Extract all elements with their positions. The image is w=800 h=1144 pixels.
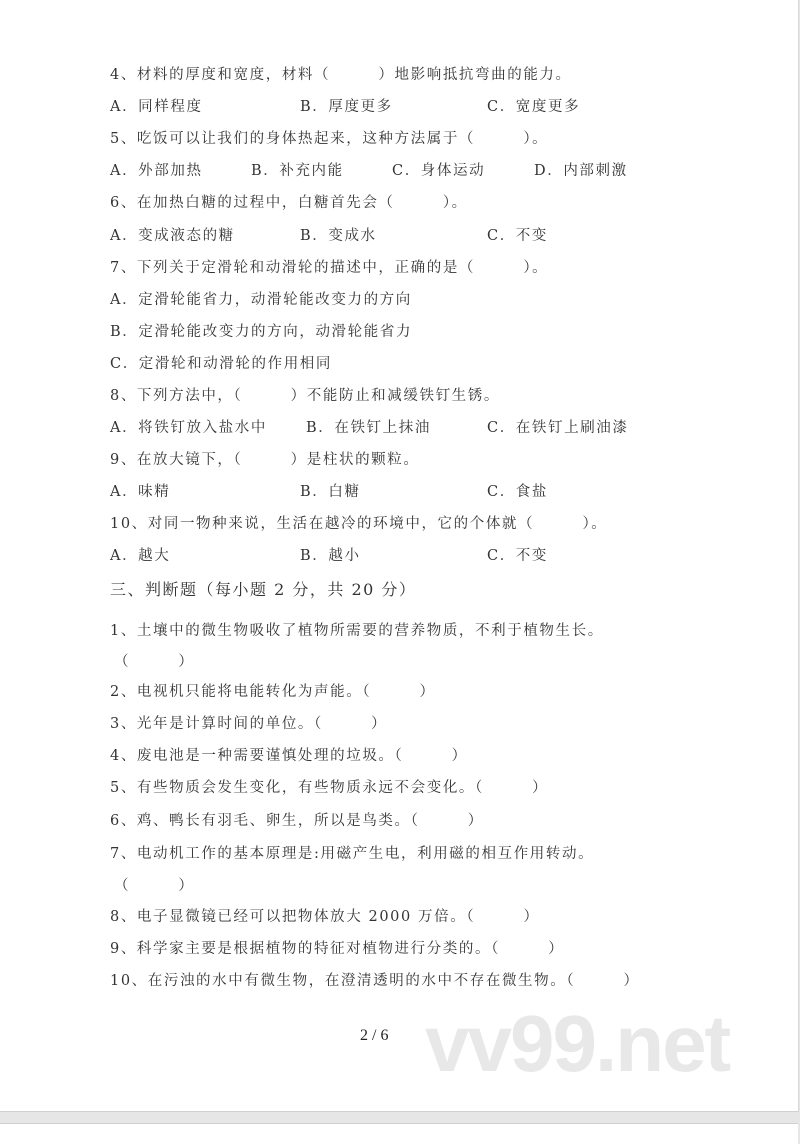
option: B．厚度更多: [300, 99, 393, 115]
option: A．定滑轮能省力，动滑轮能改变力的方向: [110, 292, 412, 308]
question-8: 8、下列方法中，（ ）不能防止和减缓铁钉生锈。: [110, 388, 500, 404]
option: C．宽度更多: [487, 99, 581, 115]
question-10: 10、对同一物种来说，生活在越冷的环境中，它的个体就（ ）。: [110, 516, 608, 532]
tf-question: 9、科学家主要是根据植物的特征对植物进行分类的。（ ）: [110, 941, 565, 957]
option: C．身体运动: [392, 163, 486, 179]
answer-blank: （ ）: [114, 878, 195, 894]
option: C．不变: [487, 548, 548, 564]
option: B．变成水: [300, 228, 377, 244]
section-title: 三、判断题（每小题 2 分，共 20 分）: [110, 580, 417, 599]
tf-question: 5、有些物质会发生变化，有些物质永远不会变化。（ ）: [110, 780, 549, 796]
tf-question: 1、土壤中的微生物吸收了植物所需要的营养物质，不利于植物生长。: [110, 623, 604, 639]
option: A．将铁钉放入盐水中: [110, 420, 267, 436]
option: A．同样程度: [110, 99, 203, 115]
page-number: 2 / 6: [360, 1027, 389, 1044]
option: B．定滑轮能改变力的方向，动滑轮能省力: [110, 324, 413, 340]
question-5: 5、吃饭可以让我们的身体热起来，这种方法属于（ ）。: [110, 131, 549, 147]
tf-question: 3、光年是计算时间的单位。（ ）: [110, 716, 388, 732]
option: C．食盐: [487, 484, 548, 500]
option: C．定滑轮和动滑轮的作用相同: [110, 356, 332, 372]
option: B．越小: [300, 548, 361, 564]
tf-question: 4、废电池是一种需要谨慎处理的垃圾。（ ）: [110, 748, 468, 764]
tf-question: 7、电动机工作的基本原理是:用磁产生电，利用磁的相互作用转动。: [110, 846, 595, 862]
tf-question: 8、电子显微镜已经可以把物体放大 2000 万倍。（ ）: [110, 909, 540, 925]
tf-question: 10、在污浊的水中有微生物，在澄清透明的水中不存在微生物。（ ）: [110, 973, 640, 989]
answer-blank: （ ）: [114, 654, 195, 670]
tf-question: 6、鸡、鸭长有羽毛、卵生，所以是鸟类。（ ）: [110, 813, 484, 829]
option: C．在铁钉上刷油漆: [487, 420, 629, 436]
option: A．外部加热: [110, 163, 203, 179]
question-7: 7、下列关于定滑轮和动滑轮的描述中，正确的是（ ）。: [110, 260, 549, 276]
option: A．味精: [110, 484, 171, 500]
watermark: vv99.net: [425, 999, 730, 1088]
option: B．补充内能: [251, 163, 344, 179]
next-page-edge: [0, 1123, 798, 1144]
tf-question: 2、电视机只能将电能转化为声能。（ ）: [110, 684, 436, 700]
option: A．越大: [110, 548, 171, 564]
option: D．内部刺激: [534, 163, 628, 179]
question-4: 4、材料的厚度和宽度，材料（ ）地影响抵抗弯曲的能力。: [110, 67, 572, 83]
option: C．不变: [487, 228, 548, 244]
option: B．在铁钉上抹油: [306, 420, 431, 436]
question-6: 6、在加热白糖的过程中，白糖首先会（ ）。: [110, 195, 468, 211]
option: A．变成液态的糖: [110, 228, 235, 244]
question-9: 9、在放大镜下，（ ）是柱状的颗粒。: [110, 452, 420, 468]
option: B．白糖: [300, 484, 361, 500]
